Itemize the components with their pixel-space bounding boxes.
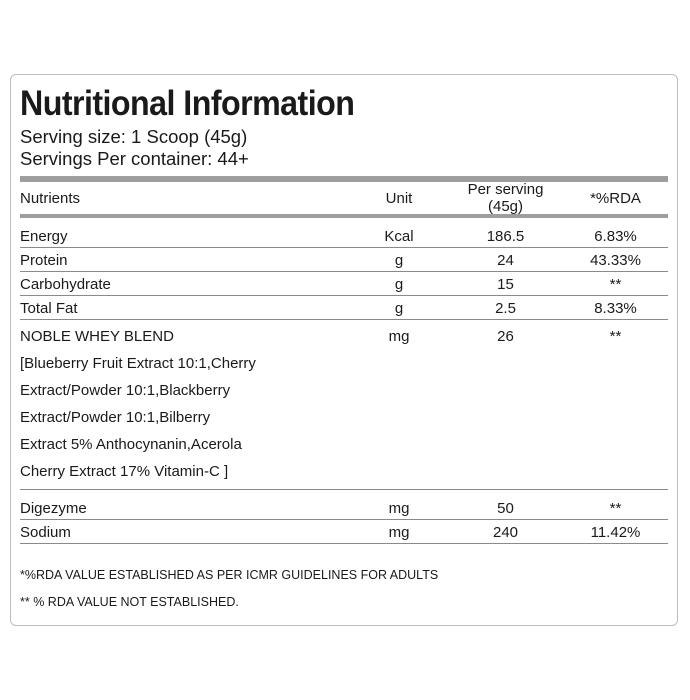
table-header [20,182,668,214]
nutrient-name: Protein [20,252,68,269]
blend-cell [20,323,350,485]
serving-size: Serving size: 1 Scoop (45g) [20,126,248,147]
blend-unit: mg [388,328,410,345]
blend-rda: ** [609,328,622,345]
nutrient-name: Total Fat [20,300,78,317]
header-unit: Unit [385,189,413,207]
nutrition-panel [10,74,678,626]
header-rda: *%RDA [590,189,641,207]
table-row [20,296,668,320]
nutrient-unit: mg [388,524,410,541]
nutrient-rda: ** [609,500,622,517]
nutrient-unit: mg [388,500,410,517]
nutrient-value: 15 [497,276,514,293]
table-row [20,520,668,544]
nutrient-unit: Kcal [384,228,414,245]
page-title: Nutritional Information [20,84,355,123]
nutrient-name: Carbohydrate [20,276,111,293]
header-nutrients: Nutrients [20,189,81,207]
nutrient-name: Digezyme [20,500,87,517]
table-row-blend [20,320,668,490]
table-row [20,218,668,248]
table-row [20,272,668,296]
nutrient-unit: g [394,276,404,293]
nutrient-value: 24 [497,252,514,269]
servings-per-container: Servings Per container: 44+ [20,148,249,169]
nutrient-name: Energy [20,228,68,245]
footnote-rda-established: *%RDA VALUE ESTABLISHED AS PER ICMR GUIDELINES FOR ADULTS [20,568,439,582]
nutrient-value: 186.5 [486,228,525,245]
footnotes [20,562,668,616]
table-row [20,248,668,272]
blend-name: NOBLE WHEY BLEND [20,328,174,345]
blend-description: [Blueberry Fruit Extract 10:1,Cherry Extract/Powder 10:1,Blackberry Extract/Powder 10:1,Bilberry Extract 5% Anthocynanin,Acerola Cherry Extract 17% Vitamin-C ] [20,355,256,480]
table-row [20,490,668,520]
nutrition-content [20,85,668,616]
nutrient-rda: 6.83% [594,228,637,245]
nutrient-value: 2.5 [495,300,516,317]
nutrient-rda: 8.33% [594,300,637,317]
nutrient-rda: 43.33% [590,252,641,269]
nutrient-value: 50 [497,500,514,517]
nutrient-unit: g [394,300,404,317]
nutrient-value: 240 [492,524,519,541]
header-per-serving: Per serving (45g) [467,181,544,215]
nutrient-rda: 11.42% [590,524,641,541]
nutrient-name: Sodium [20,524,71,541]
blend-value: 26 [497,328,514,345]
nutrient-unit: g [394,252,404,269]
nutrient-rda: ** [609,276,622,293]
footnote-rda-not-established: ** % RDA VALUE NOT ESTABLISHED. [20,595,239,609]
